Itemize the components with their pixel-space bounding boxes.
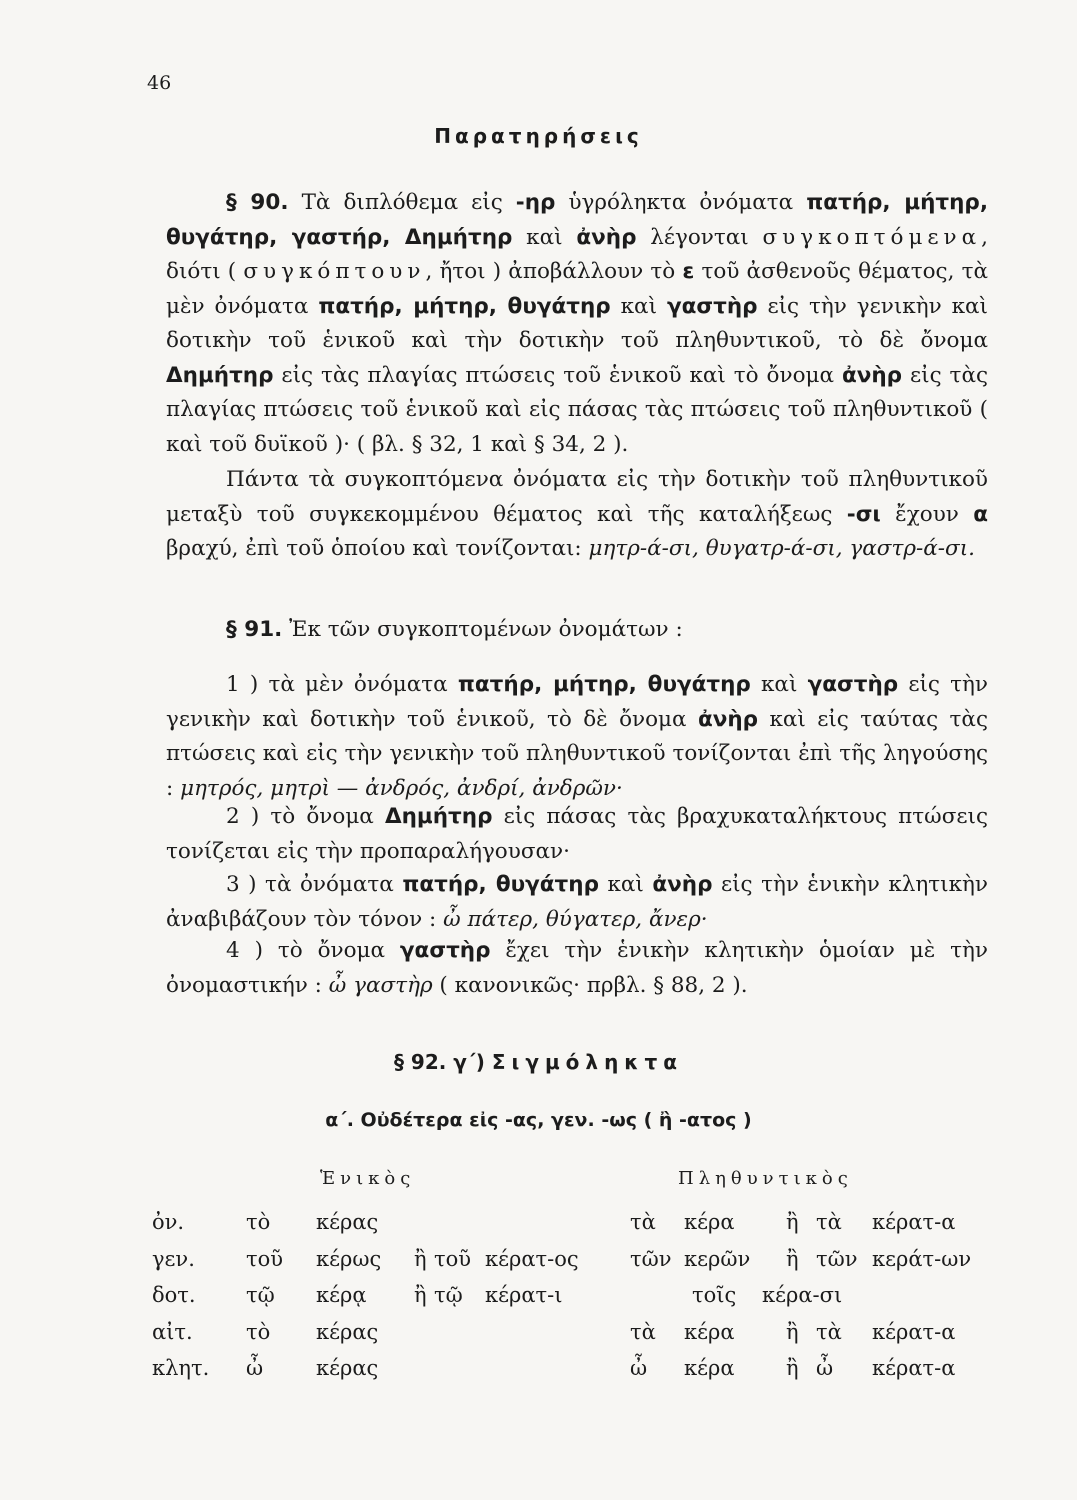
bold-letter: α [973,501,988,527]
text: βραχύ, ἐπὶ τοῦ ὁποίου καὶ τονίζονται: [166,536,589,561]
section-heading-92 [0,1050,1077,1074]
section-number-90: § 90. [226,190,289,215]
cell-p-alt: κέρατ-α [872,1356,956,1380]
text: εἰς τὴν ἑνικὴν κλητικὴν ἀναβιβάζουν τὸν τόνον : [166,872,988,932]
cell-art: τῷ [246,1283,275,1307]
text: καὶ [750,672,808,697]
text: ὑγρόληκτα ὀνόματα [555,190,807,215]
bold-letter: ε [682,259,695,284]
cell-case: γεν. [152,1246,195,1271]
list-item-3 [166,868,988,937]
bold-term: γαστὴρ [807,672,899,697]
list-item-2 [166,800,988,869]
cell-form: κέρας [316,1210,379,1234]
cell-case: δοτ. [152,1283,196,1307]
bold-term: γαστὴρ [399,938,491,963]
section-heading-observations: Παρατηρήσεις [434,124,643,148]
page-number: 46 [147,72,172,94]
cell-p-art2: ὦ [816,1356,834,1380]
cell-art: τοῦ [246,1246,284,1271]
bold-term: πατήρ, μήτηρ, θυγάτηρ [457,672,751,697]
text: καὶ [512,224,577,250]
cell-case: αἰτ. [152,1319,193,1344]
cell-alt: κέρατ-ι [485,1283,563,1307]
bold-term: ἀνὴρ [841,362,903,388]
section-title-92: Σιγμόληκτα [491,1050,684,1074]
singular-header: Ἑνικὸς [320,1168,416,1189]
text: Τὰ διπλόθεμα εἰς [288,190,516,215]
cell-p-art2: τὰ [816,1210,842,1234]
cell-p-form: κέρα [684,1210,735,1234]
cell-p-form: κερῶν [684,1246,751,1271]
cell-art: τὸ [246,1210,271,1234]
bold-term: ἀνὴρ [697,706,759,732]
cell-form: κέρως [316,1246,382,1271]
cell-p-art: τῶν [630,1246,672,1271]
bold-term: Δημήτηρ [166,362,274,388]
list-item-1 [166,668,988,806]
cell-p-art: τὰ [630,1319,656,1344]
text: καὶ εἰς ταύτας τὰς πτώσεις καὶ εἰς τὴν γενικὴν τοῦ πληθυντικοῦ τονίζονται ἐπὶ τῆς ληγούσης : [166,706,988,801]
text: καὶ [598,872,653,897]
spaced-term: συγκοπτόμενα [762,224,982,250]
paragraph-91 [166,613,988,648]
text: ἔχει τὴν ἑνικὴν κλητικὴν ὁμοίαν μὲ τὴν ὀνομαστικήν : [166,938,988,998]
bold-term: πατήρ, μήτηρ, θυγάτηρ [318,293,611,319]
ending: -σι [846,501,881,527]
text: ἔχουν [880,501,974,527]
text: 4 ) τὸ ὄνομα [226,938,400,963]
cell-case: κλητ. [152,1356,210,1380]
spaced-term: συγκόπτουν [243,259,426,284]
text: ( κανονικῶς· πρβλ. § 88, 2 ). [432,972,748,998]
cell-p-form: κέρα [684,1356,735,1380]
cell-art: ὦ [246,1356,264,1380]
bold-term: Δημήτηρ [384,804,493,829]
text: εἰς πάσας τὰς βραχυκαταλήκτους πτώσεις τονίζεται εἰς τὴν προπαραλήγουσαν· [166,804,988,864]
cell-p-art2: τῶν [816,1246,858,1271]
cell-form: κέρᾳ [316,1283,367,1307]
cell-p-alt: κέρατ-α [872,1319,956,1344]
examples: ὦ γαστὴρ [328,972,433,998]
section-number-91: § 91. [226,617,283,642]
text: εἰς τὰς πλαγίας πτώσεις τοῦ ἑνικοῦ καὶ τὸ ὄνομα [273,362,842,388]
bold-term: ἀνὴρ [652,872,713,897]
text: τοῦ ἀσθενοῦς θέματος, τὰ μὲν ὀνόματα [166,259,988,319]
cell-p-art: τὰ [630,1210,656,1234]
examples: μητρός, μητρὶ — ἀνδρός, ἀνδρί, ἀνδρῶν· [180,775,623,801]
cell-p-form: κέρα-σι [762,1283,843,1307]
bold-term: ἀνὴρ [576,224,637,250]
examples: μητρ-ά-σι, θυγατρ-ά-σι, γαστρ-ά-σι. [588,536,976,561]
examples: ὦ πάτερ, θύγατερ, ἄνερ· [443,906,708,932]
cell-or: ἢ [414,1246,427,1271]
text: εἰς τὴν γενικὴν καὶ δοτικὴν τοῦ ἑνικοῦ, τὸ δὲ ὄνομα [166,672,988,732]
bold-term: γαστὴρ [666,293,758,319]
cell-form: κέρας [316,1319,379,1344]
text: , διότι ( [166,224,988,284]
cell-p-art2: τὰ [816,1319,842,1344]
cell-p-or: ἢ [786,1356,799,1380]
paragraph-90 [166,186,988,462]
text: καὶ [610,293,667,319]
text: λέγονται [636,224,763,250]
text: εἰς τὴν γενικὴν καὶ δοτικὴν τοῦ ἑνικοῦ καὶ τὴν δοτικὴν τοῦ πληθυντικοῦ, τὸ δὲ ὄνομα [166,293,988,353]
cell-p-or: ἢ [786,1246,799,1271]
cell-alt: κέρατ-ος [485,1246,579,1271]
text: , ἤτοι ) ἀποβάλλουν τὸ [425,259,683,284]
cell-p-art: ὦ [630,1356,648,1380]
cell-art2: τῷ [434,1283,463,1307]
bold-term: πατήρ, μήτηρ, θυγάτηρ, γαστήρ, Δημήτηρ [166,190,988,250]
text: Πάντα τὰ συγκοπτόμενα ὀνόματα εἰς τὴν δοτικὴν τοῦ πληθυντικοῦ μεταξὺ τοῦ συγκεκομμένου θέματος καὶ τῆς καταλήξεως [166,467,988,527]
section-number-92: § 92. γ΄) [393,1050,485,1074]
paragraph-90-continued [166,463,988,567]
cell-p-or: ἢ [786,1319,799,1344]
text: 2 ) τὸ ὄνομα [226,804,385,829]
cell-p-form: κέρα [684,1319,735,1344]
text: εἰς τὰς πλαγίας πτώσεις τοῦ ἑνικοῦ καὶ εἰς πάσας τὰς πτώσεις τοῦ πληθυντικοῦ ( καὶ τοῦ δυϊκοῦ )· ( βλ. § 32, 1 καὶ § 34, 2 ). [166,362,989,457]
cell-or: ἢ [414,1283,427,1307]
cell-case: ὀν. [152,1210,185,1234]
cell-p-alt: κεράτ-ων [872,1246,972,1271]
text: 3 ) τὰ ὀνόματα [226,872,403,897]
plural-header: Πληθυντικὸς [678,1168,853,1189]
cell-art: τὸ [246,1319,271,1344]
list-item-4 [166,934,988,1003]
text: 1 ) τὰ μὲν ὀνόματα [226,672,458,697]
cell-form: κέρας [316,1356,379,1380]
text: Ἐκ τῶν συγκοπτομένων ὀνομάτων : [282,617,683,642]
ending: -ηρ [515,190,556,215]
cell-art2: τοῦ [434,1246,472,1271]
bold-term: πατήρ, θυγάτηρ [402,872,599,897]
cell-p-alt: κέρατ-α [872,1210,956,1234]
subheading-neuter: α΄. Οὐδέτερα εἰς -ας, γεν. -ως ( ἢ -ατος ) [325,1109,752,1131]
cell-p-or: ἢ [786,1210,799,1234]
cell-p-art: τοῖς [692,1283,737,1307]
